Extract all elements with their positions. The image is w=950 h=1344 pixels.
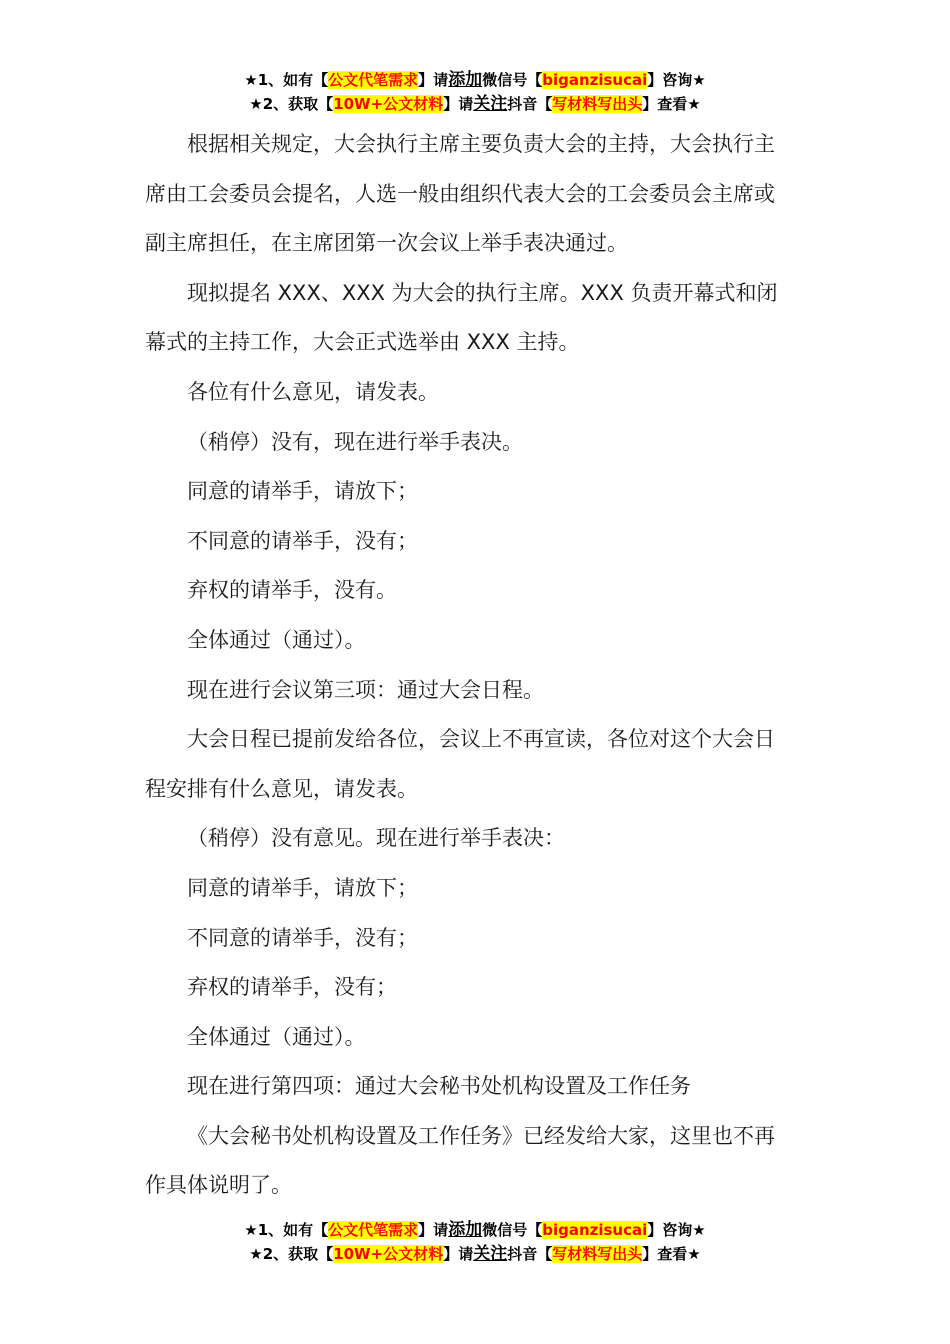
banner-text: 抖音【 <box>507 1245 553 1263</box>
banner-text: 】请 <box>418 71 449 89</box>
banner-highlight: 公文代笔需求 <box>328 71 419 89</box>
banner-highlight: 公文代笔需求 <box>328 1221 419 1239</box>
banner-emphasis: 添加 <box>448 70 483 90</box>
banner-text: 微信号【 <box>482 71 543 89</box>
banner-text: ★1、如有【 <box>244 71 329 89</box>
banner-line-2 <box>0 92 950 116</box>
banner-highlight: 10W+公文材料 <box>333 95 444 113</box>
paragraph: 同意的请举手，请放下； <box>187 875 418 900</box>
banner-line-1 <box>0 1218 950 1242</box>
paragraph: 弃权的请举手，没有； <box>187 975 397 1000</box>
banner-text: ★1、如有【 <box>244 1221 329 1239</box>
banner-highlight: biganzisucai <box>542 1221 648 1239</box>
banner-highlight: 写材料写出头 <box>552 1245 643 1263</box>
paragraph: 弃权的请举手，没有。 <box>187 578 397 603</box>
banner-emphasis: 关注 <box>473 1244 508 1264</box>
paragraph: 不同意的请举手，没有； <box>187 528 418 553</box>
paragraph: 现拟提名 XXX、XXX 为大会的执行主席。XXX 负责开幕式和闭幕式的主持工作，大会正式选举由 XXX 主持。 <box>145 280 778 355</box>
paragraph: 根据相关规定，大会执行主席主要负责大会的主持，大会执行主席由工会委员会提名，人选一般由组织代表大会的工会委员会主席或副主席担任，在主席团第一次会议上举手表决通过。 <box>145 132 775 256</box>
banner-emphasis: 添加 <box>448 1220 483 1240</box>
banner-emphasis: 关注 <box>473 94 508 114</box>
banner-line-2 <box>0 1242 950 1266</box>
paragraph: 不同意的请举手，没有； <box>187 925 418 950</box>
paragraph: 《大会秘书处机构设置及工作任务》已经发给大家，这里也不再作具体说明了。 <box>145 1123 775 1198</box>
paragraph: （稍停）没有，现在进行举手表决。 <box>187 429 523 454</box>
banner-text: 】咨询★ <box>647 71 706 89</box>
footer-banner <box>0 1218 950 1266</box>
banner-text: 】请 <box>443 1245 474 1263</box>
document-body <box>145 120 795 1211</box>
banner-text: 】请 <box>418 1221 449 1239</box>
banner-line-1 <box>0 68 950 92</box>
banner-text: ★2、获取【 <box>249 95 334 113</box>
paragraph: 各位有什么意见，请发表。 <box>187 379 439 404</box>
paragraph: 全体通过（通过）。 <box>187 1024 366 1049</box>
paragraph: （稍停）没有意见。现在进行举手表决： <box>187 826 565 851</box>
header-banner <box>0 68 950 116</box>
banner-highlight: biganzisucai <box>542 71 648 89</box>
banner-text: 】查看★ <box>642 95 701 113</box>
paragraph: 同意的请举手，请放下； <box>187 479 418 504</box>
banner-text: 】请 <box>443 95 474 113</box>
paragraph: 现在进行会议第三项：通过大会日程。 <box>187 677 544 702</box>
banner-highlight: 10W+公文材料 <box>333 1245 444 1263</box>
banner-text: 微信号【 <box>482 1221 543 1239</box>
paragraph: 全体通过（通过）。 <box>187 627 366 652</box>
banner-text: 】查看★ <box>642 1245 701 1263</box>
banner-highlight: 写材料写出头 <box>552 95 643 113</box>
banner-text: ★2、获取【 <box>249 1245 334 1263</box>
paragraph: 大会日程已提前发给各位，会议上不再宣读，各位对这个大会日程安排有什么意见，请发表。 <box>145 727 775 801</box>
paragraph: 现在进行第四项：通过大会秘书处机构设置及工作任务 <box>187 1074 691 1099</box>
banner-text: 】咨询★ <box>647 1221 706 1239</box>
banner-text: 抖音【 <box>507 95 553 113</box>
